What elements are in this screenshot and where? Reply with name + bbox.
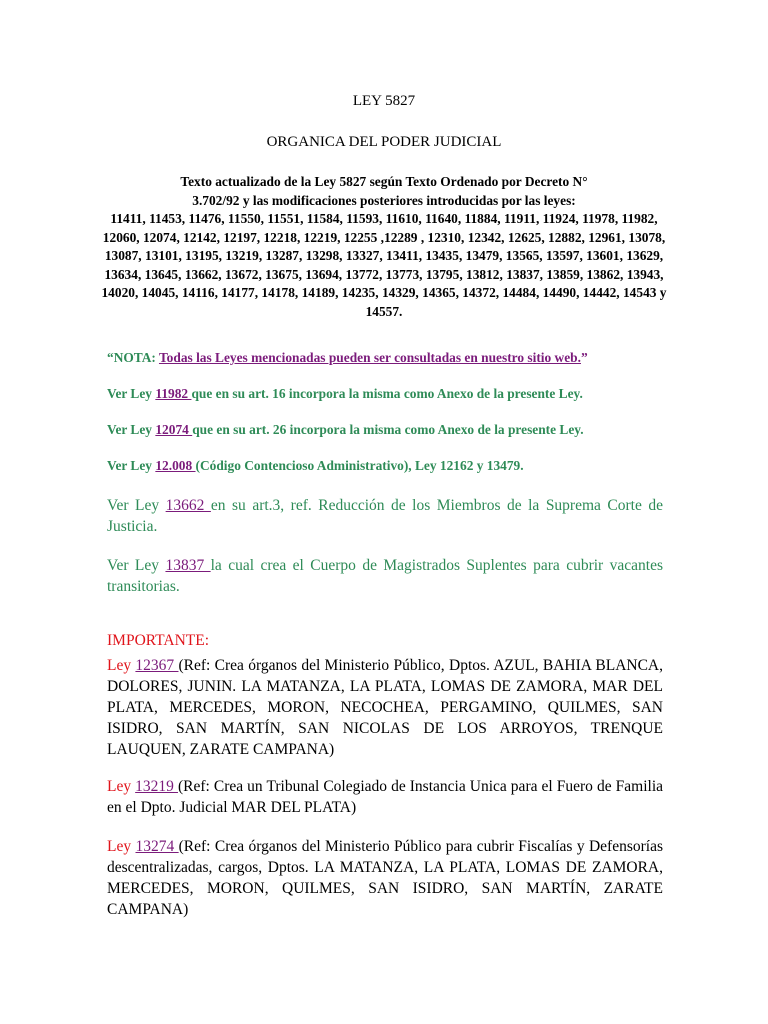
ver-prefix: Ver Ley (107, 386, 156, 401)
ley-link-13219[interactable]: 13219 (135, 778, 178, 795)
ley-link-13837[interactable]: 13837 (165, 557, 211, 574)
important-item-12367 (107, 655, 663, 760)
ley-link-12367[interactable]: 12367 (135, 657, 179, 674)
ver-prefix: Ver Ley (107, 557, 166, 574)
ver-text: (Código Contencioso Administrativo), Ley 12162 y 13479. (195, 458, 524, 473)
ver-ley-13837 (107, 555, 663, 597)
ley-text: (Ref: Crea órganos del Ministerio Público, Dptos. AZUL, BAHIA BLANCA, DOLORES, JUNIN. LA MATANZA, LA PLATA, LOMAS DE ZAMORA, MAR DEL PLATA, MERCEDES, MORON, NECOCHEA, PERGAMINO, QUILMES, SAN ISIDRO, SAN MARTÍN, SAN NICOLAS DE LOS ARROYOS, TRENQUE LAUQUEN, ZARATE CAMPANA) (107, 657, 664, 758)
ley-text: (Ref: Crea órganos del Ministerio Público para cubrir Fiscalías y Defensorías descentralizadas, cargos, Dptos. LA MATANZA, LA PLATA, LOMAS DE ZAMORA, MERCEDES, MORON, QUILMES, SAN ISIDRO, SAN MARTÍN, ZARATE CAMPANA) (107, 838, 663, 918)
ver-ley-12008 (107, 458, 524, 474)
ver-text: la cual crea el Cuerpo de Magistrados Suplentes para cubrir vacantes transitorias. (107, 557, 663, 595)
ley-prefix: Ley (107, 838, 136, 855)
ley-text: (Ref: Crea un Tribunal Colegiado de Instancia Unica para el Fuero de Familia en el Dpto. Judicial MAR DEL PLATA) (107, 778, 664, 816)
ley-link-12074[interactable]: 12074 (155, 422, 193, 437)
document-subtitle: ORGANICA DEL PODER JUDICIAL (266, 134, 502, 150)
note-prefix: “NOTA: (107, 350, 159, 365)
ley-prefix: Ley (107, 778, 136, 795)
ver-prefix: Ver Ley (107, 458, 156, 473)
important-item-13219 (107, 776, 663, 818)
ver-text: que en su art. 26 incorpora la misma como Anexo de la presente Ley. (192, 422, 584, 437)
ley-link-13274[interactable]: 13274 (135, 838, 179, 855)
ver-ley-12074 (107, 422, 584, 438)
intro-block (100, 173, 668, 321)
ver-ley-11982 (107, 386, 583, 402)
ver-prefix: Ver Ley (107, 422, 156, 437)
ley-link-12008[interactable]: 12.008 (155, 458, 196, 473)
note-paragraph (107, 350, 588, 366)
note-website-link[interactable]: Todas las Leyes mencionadas pueden ser consultadas en nuestro sitio web. (158, 350, 581, 365)
important-heading: IMPORTANTE: (107, 632, 210, 649)
ver-text: que en su art. 16 incorpora la misma como Anexo de la presente Ley. (191, 386, 583, 401)
intro-line-1: Texto actualizado de la Ley 5827 según Texto Ordenado por Decreto N° (180, 174, 588, 189)
important-item-13274 (107, 836, 663, 920)
ley-link-11982[interactable]: 11982 (155, 386, 192, 401)
intro-line-2: 3.702/92 y las modificaciones posteriores introducidas por las leyes: (192, 192, 576, 208)
ley-prefix: Ley (107, 657, 136, 674)
intro-law-list: 11411, 11453, 11476, 11550, 11551, 11584, 11593, 11610, 11640, 11884, 11911, 11924, 11978, 11982, 12060, 12074, 12142, 12197, 12218, 12219, 12255 ,12289 , 12310, 12342, 12625, 12882, 12961, 13078, 13087, 13101, 13195, 13219, 13287, 13298, 13327, 13411, 13435, 13479, 13565, 13597, 13601, 13629, 13634, 13645, 13662, 13672, 13675, 13694, 13772, 13773, 13795, 13812, 13837, 13859, 13862, 13943, 14020, 14045, 14116, 14177, 14178, 14189, 14235, 14329, 14365, 14372, 14484, 14490, 14442, 14543 y 14557. (101, 211, 667, 319)
document-title: LEY 5827 (352, 93, 416, 109)
ley-link-13662[interactable]: 13662 (165, 497, 211, 514)
ver-prefix: Ver Ley (107, 497, 166, 514)
ver-text: en su art.3, ref. Reducción de los Miembros de la Suprema Corte de Justicia. (107, 497, 663, 535)
ver-ley-13662 (107, 495, 663, 537)
note-suffix: ” (580, 350, 588, 365)
